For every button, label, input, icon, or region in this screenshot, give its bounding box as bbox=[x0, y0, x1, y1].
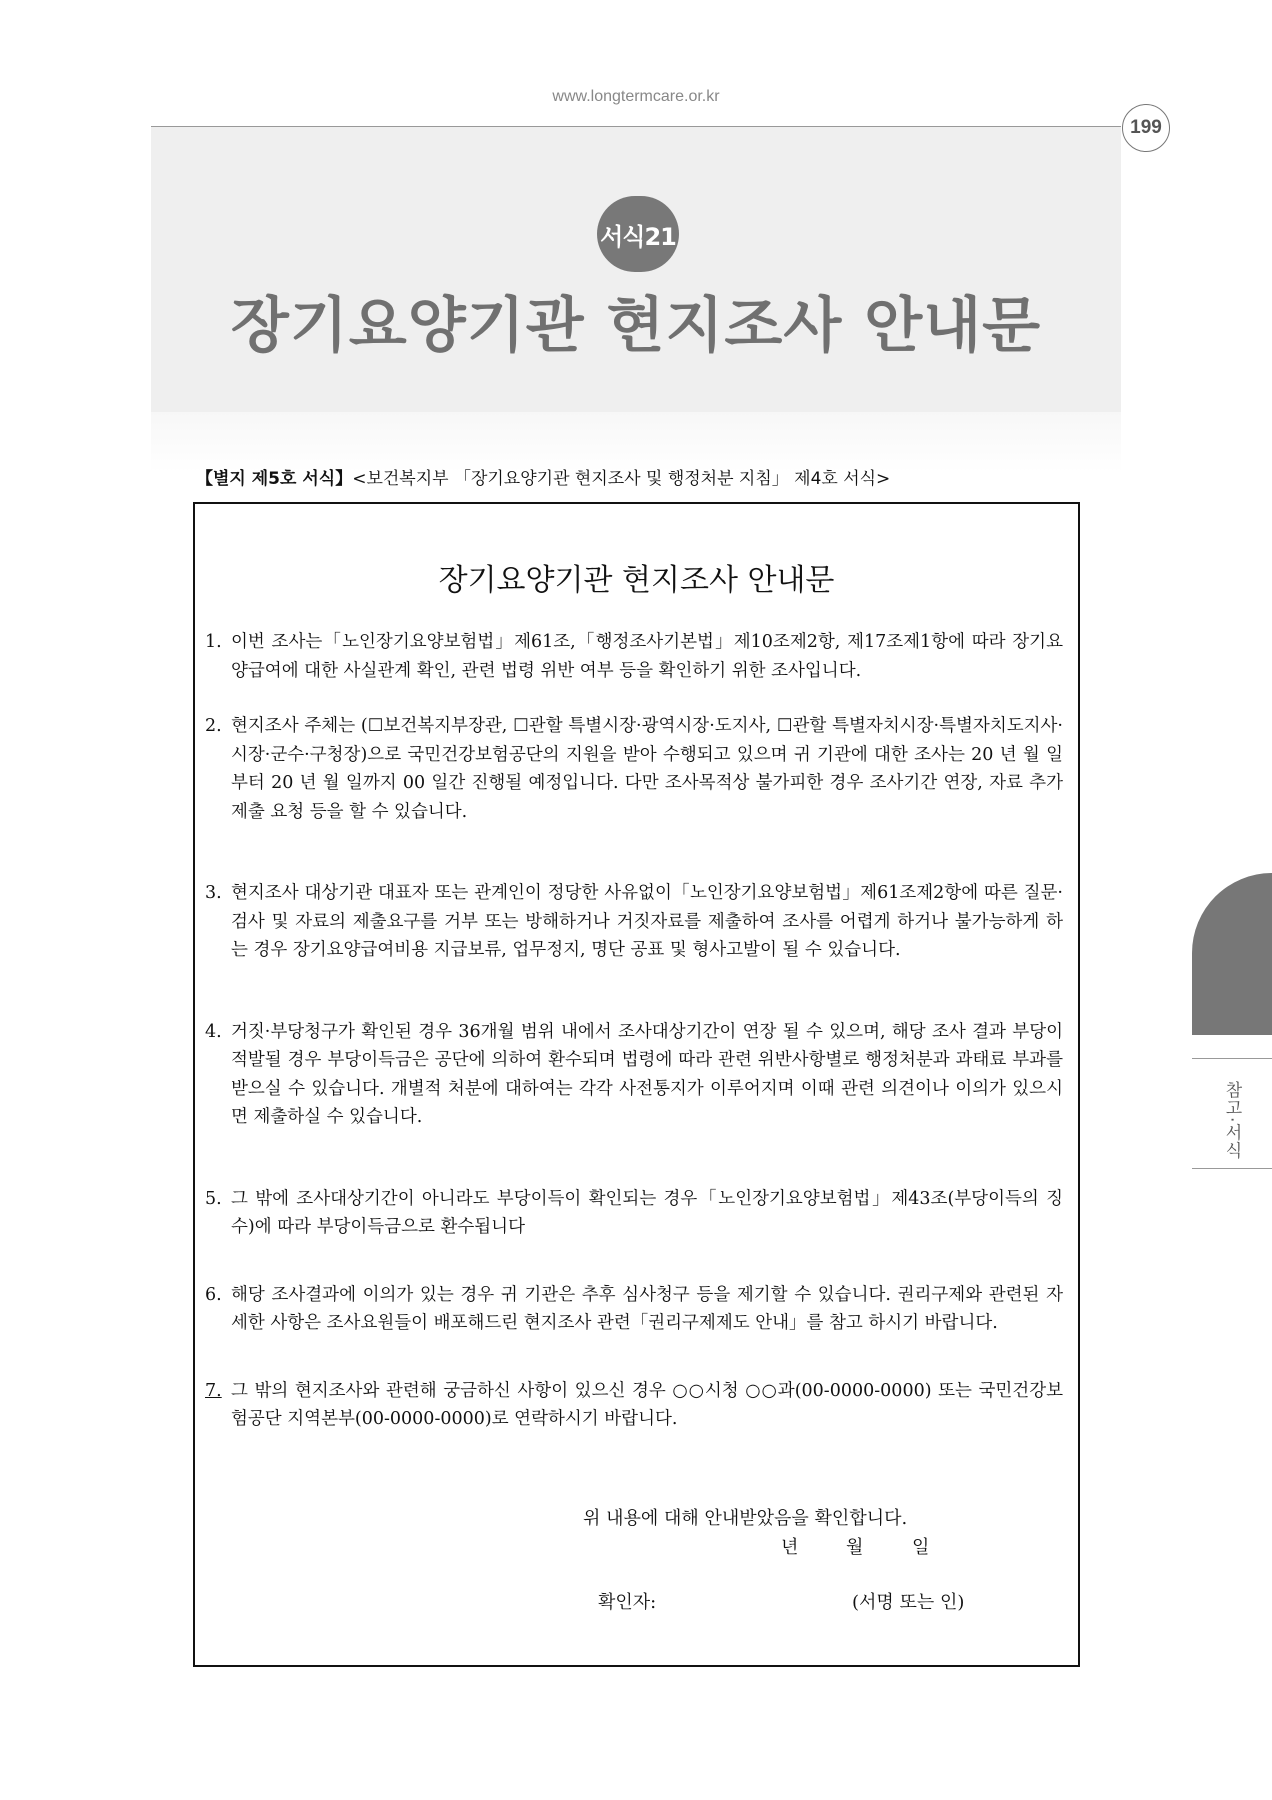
item-text: 그 밖의 현지조사와 관련해 궁금하신 사항이 있으신 경우 ○○시청 ○○과(00-0000-0000) 또는 국민건강보험공단 지역본부(00-0000-0000)로 연락하시기 바랍니다. bbox=[231, 1380, 1063, 1429]
signature-label: (서명 또는 인) bbox=[852, 1592, 965, 1613]
annex-label: 【별지 제5호 서식】 bbox=[196, 469, 353, 489]
form-number-badge: 서식21 bbox=[597, 196, 679, 272]
item-number: 1. bbox=[205, 632, 222, 652]
notice-item bbox=[205, 1377, 1063, 1434]
item-number: 3. bbox=[205, 883, 222, 903]
site-url: www.longtermcare.or.kr bbox=[552, 88, 720, 105]
banner-title: 장기요양기관 현지조사 안내문 bbox=[230, 291, 1042, 361]
item-number: 4. bbox=[205, 1021, 222, 1042]
item-text: 이번 조사는「노인장기요양보험법」제61조,「행정조사기본법」제10조제2항, 제17조제1항에 따라 장기요양급여에 대한 사실관계 확인, 관련 법령 위반 여부 등을 확인하기 위한 조사입니다. bbox=[231, 632, 1063, 681]
item-text: 현지조사 주체는 (☐보건복지부장관, ☐관할 특별시장·광역시장·도지사, ☐관할 특별자치시장·특별자치도지사·시장·군수·구청장)으로 국민건강보험공단의 지원을 받아 수행되고 있으며 귀 기관에 대한 조사는 20 년 월 일 부터 20 년 월 일까지 00 일간 진행될 예정입니다. 다만 조사목적상 불가피한 경우 조사기간 연장, 자료 추가제출 요청 등을 할 수 있습니다. bbox=[231, 716, 1063, 822]
date-month: 월 bbox=[846, 1537, 864, 1558]
notice-item bbox=[205, 879, 1063, 965]
date-year: 년 bbox=[781, 1537, 799, 1558]
item-text: 해당 조사결과에 이의가 있는 경우 귀 기관은 추후 심사청구 등을 제기할 수 있습니다. 권리구제와 관련된 자세한 사항은 조사요원들이 배포해드린 현지조사 관련「권리구제제도 안내」를 참고 하시기 바랍니다. bbox=[231, 1284, 1063, 1333]
item-text: 현지조사 대상기관 대표자 또는 관계인이 정당한 사유없이「노인장기요양보험법」제61조제2항에 따른 질문·검사 및 자료의 제출요구를 거부 또는 방해하거나 거짓자료를 제출하여 조사를 어렵게 하거나 불가능하게 하는 경우 장기요양급여비용 지급보류, 업무정지, 명단 공표 및 형사고발이 될 수 있습니다. bbox=[231, 883, 1063, 960]
item-text: 그 밖에 조사대상기간이 아니라도 부당이득이 확인되는 경우「노인장기요양보험법」제43조(부당이득의 징수)에 따라 부당이득금으로 환수됩니다 bbox=[231, 1188, 1063, 1237]
item-text: 거짓·부당청구가 확인된 경우 36개월 범위 내에서 조사대상기간이 연장 될 수 있으며, 해당 조사 결과 부당이 적발될 경우 부당이득금은 공단에 의하여 환수되며 법령에 따라 관련 위반사항별로 행정처분과 과태료 부과를 받으실 수 있습니다. 개별적 처분에 대하여는 각각 사전통지가 이루어지며 이때 관련 의견이나 이의가 있으시면 제출하실 수 있습니다. bbox=[231, 1021, 1063, 1127]
item-number: 5. bbox=[205, 1188, 222, 1209]
notice-item bbox=[205, 712, 1063, 826]
notice-item bbox=[205, 628, 1063, 685]
confirm-statement: 위 내용에 대해 안내받았음을 확인합니다. bbox=[583, 1508, 908, 1529]
notice-item bbox=[205, 1281, 1063, 1338]
annex-source: <보건복지부 「장기요양기관 현지조사 및 행정처분 지침」 제4호 서식> bbox=[352, 469, 891, 489]
side-divider bbox=[1192, 1168, 1272, 1169]
confirmer-label: 확인자: bbox=[598, 1592, 657, 1613]
annex-reference bbox=[196, 464, 1096, 489]
notice-items bbox=[205, 628, 1063, 1434]
notice-item bbox=[205, 1018, 1063, 1132]
item-number: 7. bbox=[205, 1380, 222, 1401]
item-number: 6. bbox=[205, 1284, 222, 1305]
document-title: 장기요양기관 현지조사 안내문 bbox=[438, 563, 835, 598]
page-number-badge: 199 bbox=[1122, 104, 1170, 152]
side-tab bbox=[1192, 873, 1272, 1035]
item-number: 2. bbox=[205, 716, 222, 736]
side-section-label: 참고·서식 bbox=[1221, 1080, 1242, 1160]
date-day: 일 bbox=[912, 1537, 930, 1558]
banner-fade bbox=[151, 412, 1121, 472]
side-divider bbox=[1192, 1058, 1272, 1059]
notice-item bbox=[205, 1185, 1063, 1242]
